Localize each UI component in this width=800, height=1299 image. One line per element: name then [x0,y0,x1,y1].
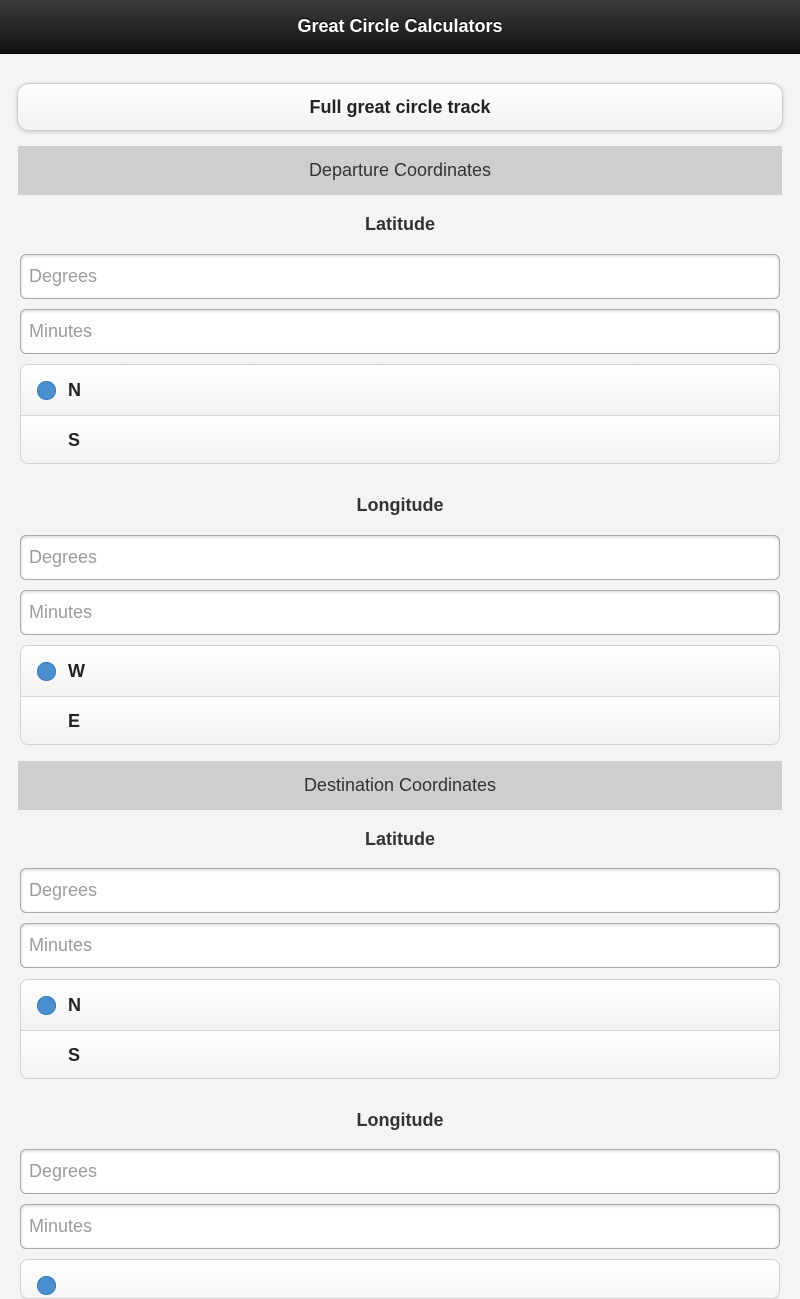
destination-latitude-label: Latitude [365,829,435,849]
departure-longitude-option-e-label: E [68,711,81,731]
departure-longitude-option-e[interactable] [21,696,779,745]
departure-latitude-degrees-input[interactable] [20,254,780,299]
departure-latitude-hemisphere-group [20,364,780,464]
departure-longitude-hemisphere-group [20,645,780,745]
departure-latitude-option-s[interactable] [21,415,779,464]
radio-selected-icon [37,996,56,1015]
departure-longitude-option-w[interactable] [21,646,779,696]
departure-longitude-degrees-placeholder: Degrees [29,547,98,567]
full-great-circle-track-label: Full great circle track [309,96,491,117]
destination-latitude-degrees-placeholder: Degrees [29,880,98,900]
destination-longitude-minutes-placeholder: Minutes [29,1216,93,1236]
destination-latitude-hemisphere-group [20,979,780,1079]
destination-longitude-degrees-input[interactable] [20,1149,780,1194]
departure-section-header [18,146,782,195]
destination-longitude-hemisphere-group [20,1259,780,1299]
destination-latitude-minutes-placeholder: Minutes [29,935,93,955]
radio-selected-icon [37,1276,56,1295]
radio-selected-icon [37,381,56,400]
destination-latitude-degrees-input[interactable] [20,868,780,913]
destination-longitude-minutes-input[interactable] [20,1204,780,1249]
destination-latitude-option-n[interactable] [21,980,779,1030]
departure-longitude-minutes-placeholder: Minutes [29,602,93,622]
radio-selected-icon [37,662,56,681]
departure-longitude-minutes-input[interactable] [20,590,780,635]
destination-longitude-degrees-placeholder: Degrees [29,1161,98,1181]
departure-latitude-label: Latitude [365,214,435,234]
destination-latitude-minutes-input[interactable] [20,923,780,968]
departure-longitude-label: Longitude [356,495,444,515]
departure-latitude-minutes-input[interactable] [20,309,780,354]
destination-latitude-option-s-label: S [68,1045,81,1065]
departure-latitude-option-s-label: S [68,430,81,450]
app-header [0,0,800,54]
departure-latitude-degrees-placeholder: Degrees [29,266,98,286]
departure-latitude-option-n[interactable] [21,365,779,415]
destination-latitude-option-s[interactable] [21,1030,779,1079]
destination-longitude-label: Longitude [356,1110,444,1130]
destination-section-header [18,761,782,810]
full-great-circle-track-button[interactable] [17,83,783,131]
header-title: Great Circle Calculators [297,16,503,36]
departure-latitude-minutes-placeholder: Minutes [29,321,93,341]
departure-longitude-option-w-label: W [68,660,85,681]
departure-title: Departure Coordinates [308,160,492,180]
departure-latitude-option-n-label: N [68,379,81,400]
departure-longitude-degrees-input[interactable] [20,535,780,580]
destination-latitude-option-n-label: N [68,994,81,1015]
destination-title: Destination Coordinates [303,775,497,795]
